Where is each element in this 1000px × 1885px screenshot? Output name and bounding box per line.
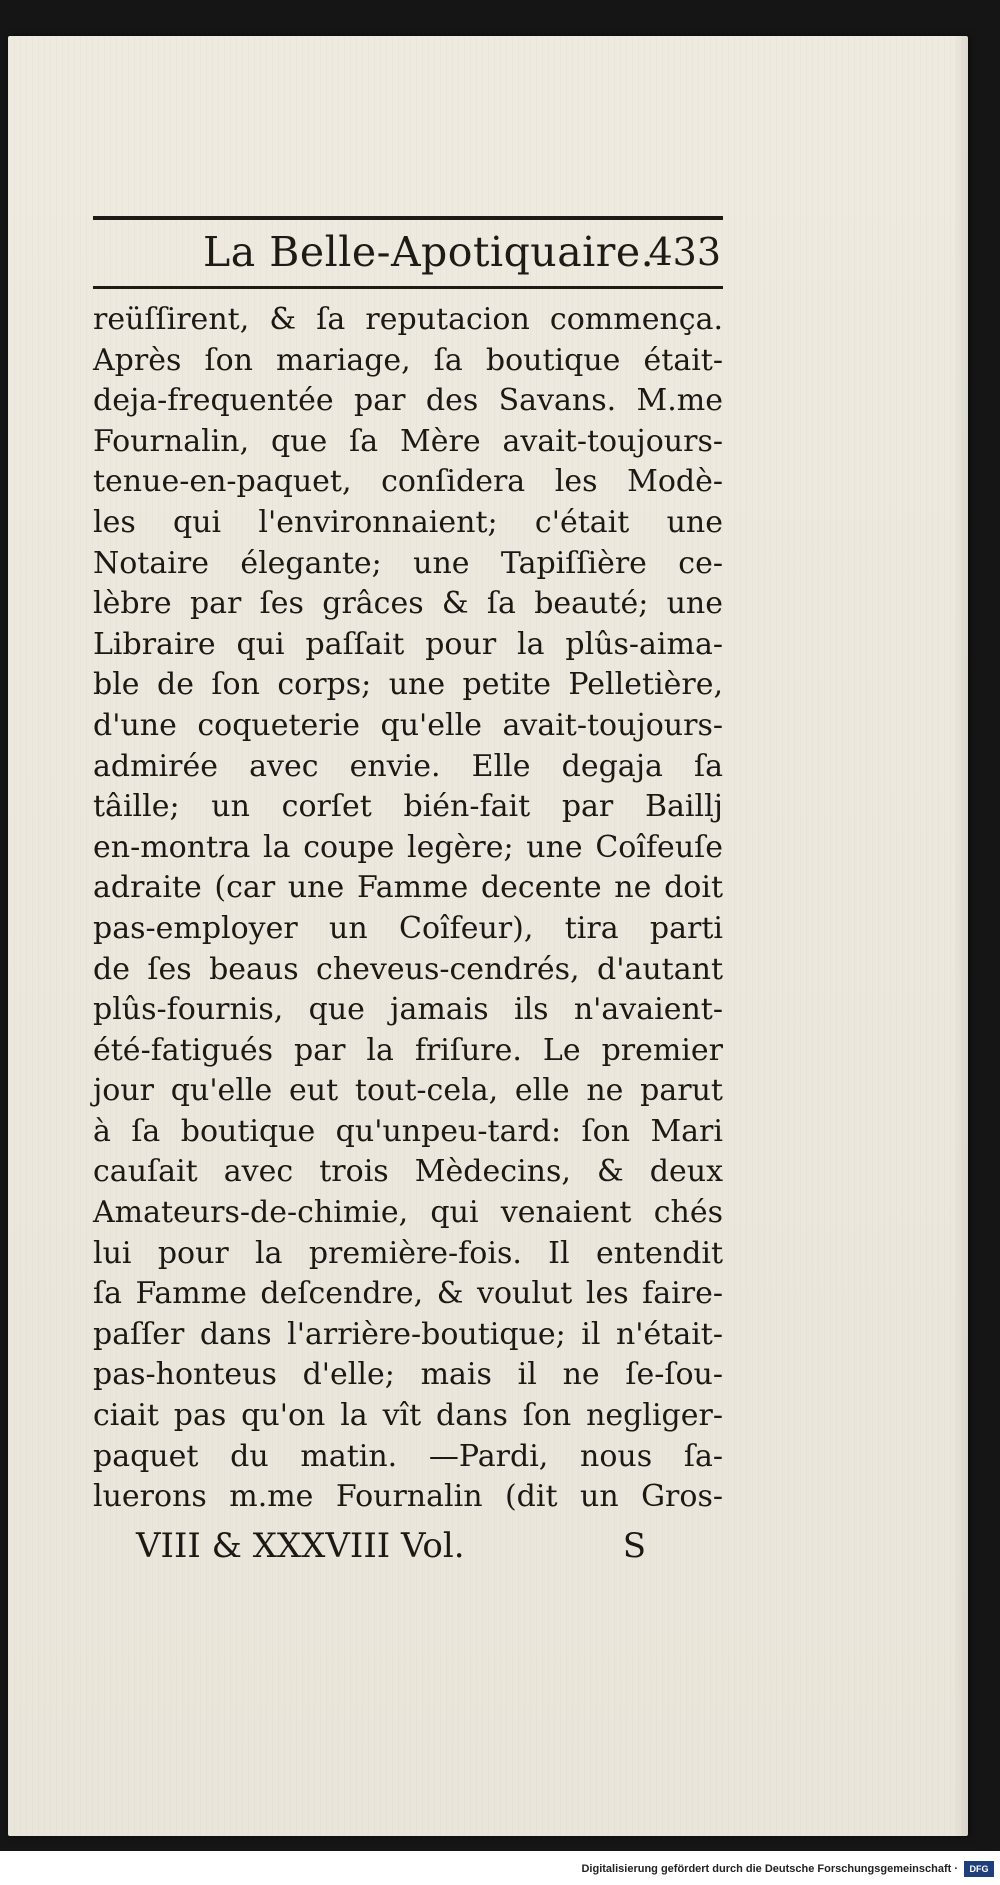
text-line: en-montra la coupe legère; une Coîfeuſe <box>93 829 723 865</box>
text-line: adraite (car une Famme decente ne doit <box>93 870 723 906</box>
text-line: Notaire élegante; une Tapiſſière ce- <box>93 545 723 581</box>
text-line: ſa Famme deſcendre, & voulut les faire- <box>93 1276 723 1312</box>
text-line: deja-frequentée par des Savans. M.me <box>93 383 723 419</box>
volume-signature: VIII & XXXVIII Vol. <box>136 1526 465 1566</box>
text-line: reüſſirent, & ſa reputacion commença. <box>93 302 723 337</box>
footer-credit: Digitalisierung gefördert durch die Deutsche Forschungsgemeinschaft · <box>581 1863 958 1875</box>
text-line: Fournalin, que ſa Mère avait-toujours- <box>93 423 723 459</box>
text-line: à ſa boutique qu'unpeu-tard: ſon Mari <box>93 1113 723 1149</box>
text-line: admirée avec envie. Elle degaja ſa <box>93 748 723 784</box>
text-line: lèbre par ſes grâces & ſa beauté; une <box>93 586 723 622</box>
text-line: pas-employer un Coîfeur), tira parti <box>93 910 723 946</box>
text-line: plûs-fournis, que jamais ils n'avaient- <box>93 992 723 1028</box>
footer-bar <box>0 1851 1000 1885</box>
text-line: de ſes beaus cheveus-cendrés, d'autant <box>93 951 723 987</box>
text-line: jour qu'elle eut tout-cela, elle ne parut <box>93 1073 723 1109</box>
text-line: d'une coqueterie qu'elle avait-toujours- <box>93 707 723 743</box>
text-line: paſſer dans l'arrière-boutique; il n'était- <box>93 1316 723 1352</box>
text-line: été-fatigués par la friſure. Le premier <box>93 1032 723 1068</box>
text-line: Après ſon mariage, ſa boutique était- <box>93 342 723 378</box>
running-head-title: La Belle-Apotiquaire. <box>203 228 655 276</box>
book-page <box>8 36 968 1836</box>
page-number: 433 <box>648 230 721 274</box>
head-rule <box>93 286 723 289</box>
text-line: tenue-en-paquet, conſidera les Modè- <box>93 464 723 500</box>
gathering-mark: S <box>622 1526 646 1566</box>
dfg-logo-icon: DFG <box>964 1861 994 1877</box>
text-line: tâille; un corſet bién-fait par Baillj <box>93 789 723 825</box>
text-line: ble de ſon corps; une petite Pelletière, <box>93 667 723 703</box>
text-line: pas-honteus d'elle; mais il ne ſe-ſou- <box>93 1357 723 1393</box>
running-head <box>93 222 723 284</box>
body-text <box>93 300 723 1518</box>
text-line: lui pour la première-fois. Il entendit <box>93 1235 723 1271</box>
text-line: cauſait avec trois Mèdecins, & deux <box>93 1154 723 1190</box>
text-line: les qui l'environnaient; c'était une <box>93 504 723 540</box>
text-line: ciait pas qu'on la vît dans ſon negliger- <box>93 1398 723 1434</box>
text-line: luerons m.me Fournalin (dit un Gros- <box>93 1479 723 1515</box>
text-line: Libraire qui paſſait pour la plûs-aima- <box>93 626 723 662</box>
text-line: paquet du matin. —Pardi, nous ſa- <box>93 1438 723 1474</box>
text-line: Amateurs-de-chimie, qui venaient chés <box>93 1195 723 1231</box>
top-rule <box>93 216 723 220</box>
